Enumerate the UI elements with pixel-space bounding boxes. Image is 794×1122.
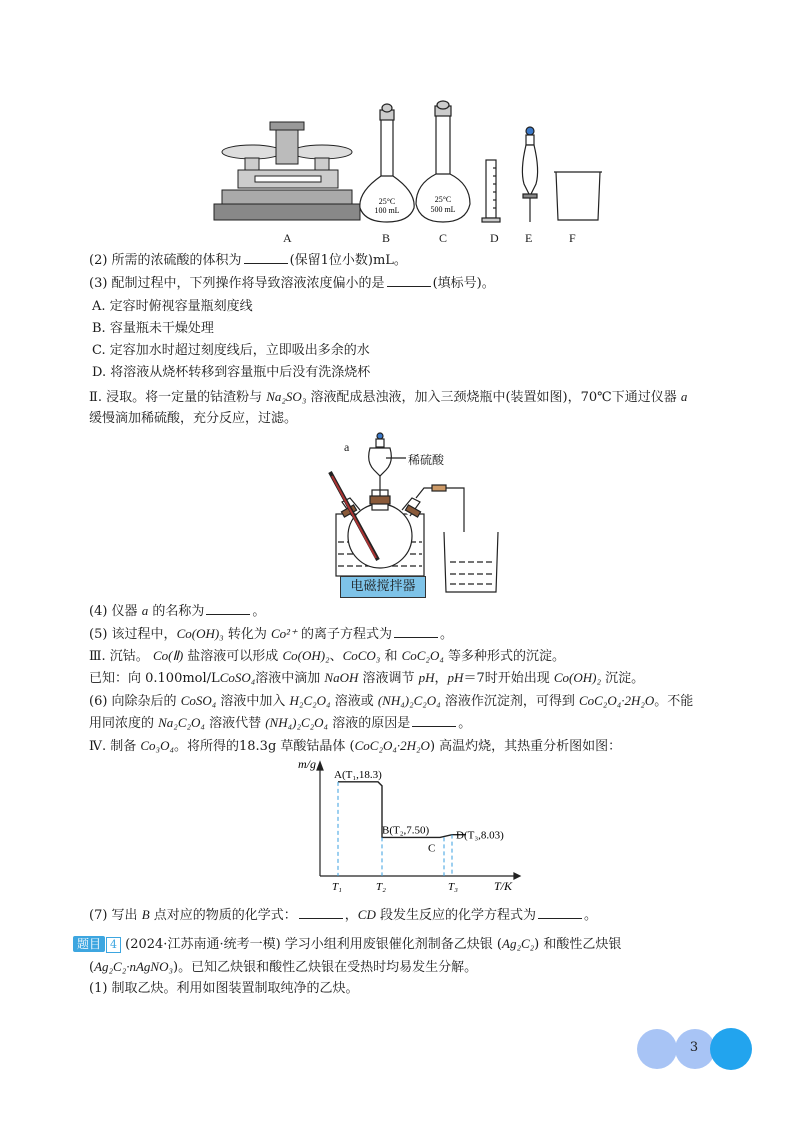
question-5: (5) 该过程中，Co(OH)₃ 转化为 Co²⁺ 的离子方程式为 。 [89, 626, 454, 642]
label-a: A [283, 231, 292, 245]
topic-4-line-1: 题目 4 (2024·江苏南通·统考一模) 学习小组利用废银催化剂制备乙炔银 (Ag₂C₂) 和酸性乙炔银 [73, 935, 621, 954]
x-axis-arrow [514, 873, 520, 879]
y-axis-label: m/g [298, 758, 316, 771]
point-c-label: C [428, 842, 436, 855]
label-c: C [439, 231, 448, 245]
section-3: Ⅲ. 沉钴。 Co(Ⅱ) 盐溶液可以形成 Co(OH)₂、CoCO₃ 和 CoC₂O₄ 等多种形式的沉淀。 [89, 648, 566, 664]
question-6-line-2: 用同浓度的 Na₂C₂O₄ 溶液代替 (NH₄)₂C₂O₄ 溶液的原因是 。 [89, 715, 472, 731]
point-a-label: A(T₁,18.3) [334, 768, 382, 781]
answer-blank[interactable] [206, 602, 250, 615]
x-tick-t1: T₁ [332, 881, 342, 893]
y-axis-arrow [317, 762, 323, 770]
question-7: (7) 写出 B 点对应的物质的化学式： ，CD 段发生反应的化学方程式为 。 [89, 907, 598, 923]
beaker-drawing [554, 172, 602, 220]
option-a: A. 定容时俯视容量瓶刻度线 [92, 299, 253, 314]
section-2-line-2: 缓慢滴加稀硫酸，充分反应，过滤。 [89, 411, 298, 426]
answer-blank[interactable] [244, 251, 288, 264]
point-d-label: D(T₃,8.03) [456, 829, 504, 842]
flask-b-volume: 100 mL [374, 206, 400, 215]
separatory-funnel-drawing [522, 127, 537, 222]
answer-blank[interactable] [394, 625, 438, 638]
answer-blank[interactable] [412, 714, 456, 727]
answer-blank[interactable] [387, 274, 431, 287]
x-tick-t2: T₂ [376, 881, 386, 893]
section-4: Ⅳ. 制备 Co₃O₄。将所得的18.3g 草酸钴晶体 (CoC₂O₄·2H₂O) 高温灼烧，其热重分析图如图： [89, 738, 622, 754]
page-number: 3 [689, 1040, 699, 1055]
question-2: (2) 所需的浓硫酸的体积为 (保留1位小数)mL。 [89, 253, 407, 268]
balance-drawing [214, 122, 360, 220]
x-axis-label: T/K [494, 879, 513, 893]
section-2-line-1: Ⅱ. 浸取。将一定量的钴渣粉与 Na₂SO₃ 溶液配成悬浊液，加入三颈烧瓶中(装置如图)，70℃下通过仪器 a [89, 389, 688, 405]
label-e: E [525, 231, 533, 245]
topic-number: 4 [106, 937, 121, 953]
flask-c-temp: 25°C [434, 195, 452, 204]
topic-4-line-2: (Ag₂C₂·nAgNO₃)。已知乙炔银和酸性乙炔银在受热时均易发生分解。 [89, 959, 478, 975]
graduated-cylinder-drawing [482, 160, 500, 222]
dilute-acid-label: 稀硫酸 [408, 453, 445, 467]
magnetic-stirrer-label: 电磁搅拌器 [340, 576, 426, 598]
known-condition: 已知：向 0.100mol/LCoSO₄溶液中滴加 NaOH 溶液调节 pH，pH＝7时开始出现 Co(OH)₂ 沉淀。 [89, 670, 645, 686]
flask-b-temp: 25°C [378, 197, 396, 206]
flask-c-volume: 500 mL [430, 205, 456, 214]
label-f: F [569, 231, 576, 245]
question-4: (4) 仪器 a 的名称为 。 [89, 603, 266, 619]
topic-tag: 题目 [73, 936, 105, 952]
question-6-line-1: (6) 向除杂后的 CoSO₄ 溶液中加入 H₂C₂O₄ 溶液或 (NH₄)₂C₂O₄ 溶液作沉淀剂，可得到 CoC₂O₄·2H₂O。不能 [89, 693, 694, 709]
question-3: (3) 配制过程中，下列操作将导致溶液浓度偏小的是 (填标号)。 [89, 276, 495, 291]
option-b: B. 容量瓶未干燥处理 [92, 321, 214, 336]
option-c: C. 定容加水时超过刻度线后，立即吸出多余的水 [92, 343, 370, 358]
question-1: (1) 制取乙炔。利用如图装置制取纯净的乙炔。 [89, 981, 359, 996]
x-tick-t3: T₃ [448, 881, 458, 893]
answer-blank[interactable] [538, 906, 582, 919]
equipment-figure [210, 100, 610, 230]
thermogravimetric-chart [290, 758, 540, 898]
page-badge-right [710, 1028, 752, 1070]
option-d: D. 将溶液从烧杯转移到容量瓶中后没有洗涤烧杯 [92, 365, 371, 380]
page-badge-left [637, 1029, 677, 1069]
point-b-label: B(T₂,7.50) [382, 824, 430, 837]
label-d: D [490, 231, 499, 245]
label-b: B [382, 231, 391, 245]
answer-blank[interactable] [299, 906, 343, 919]
instrument-a-label: a [344, 440, 350, 454]
